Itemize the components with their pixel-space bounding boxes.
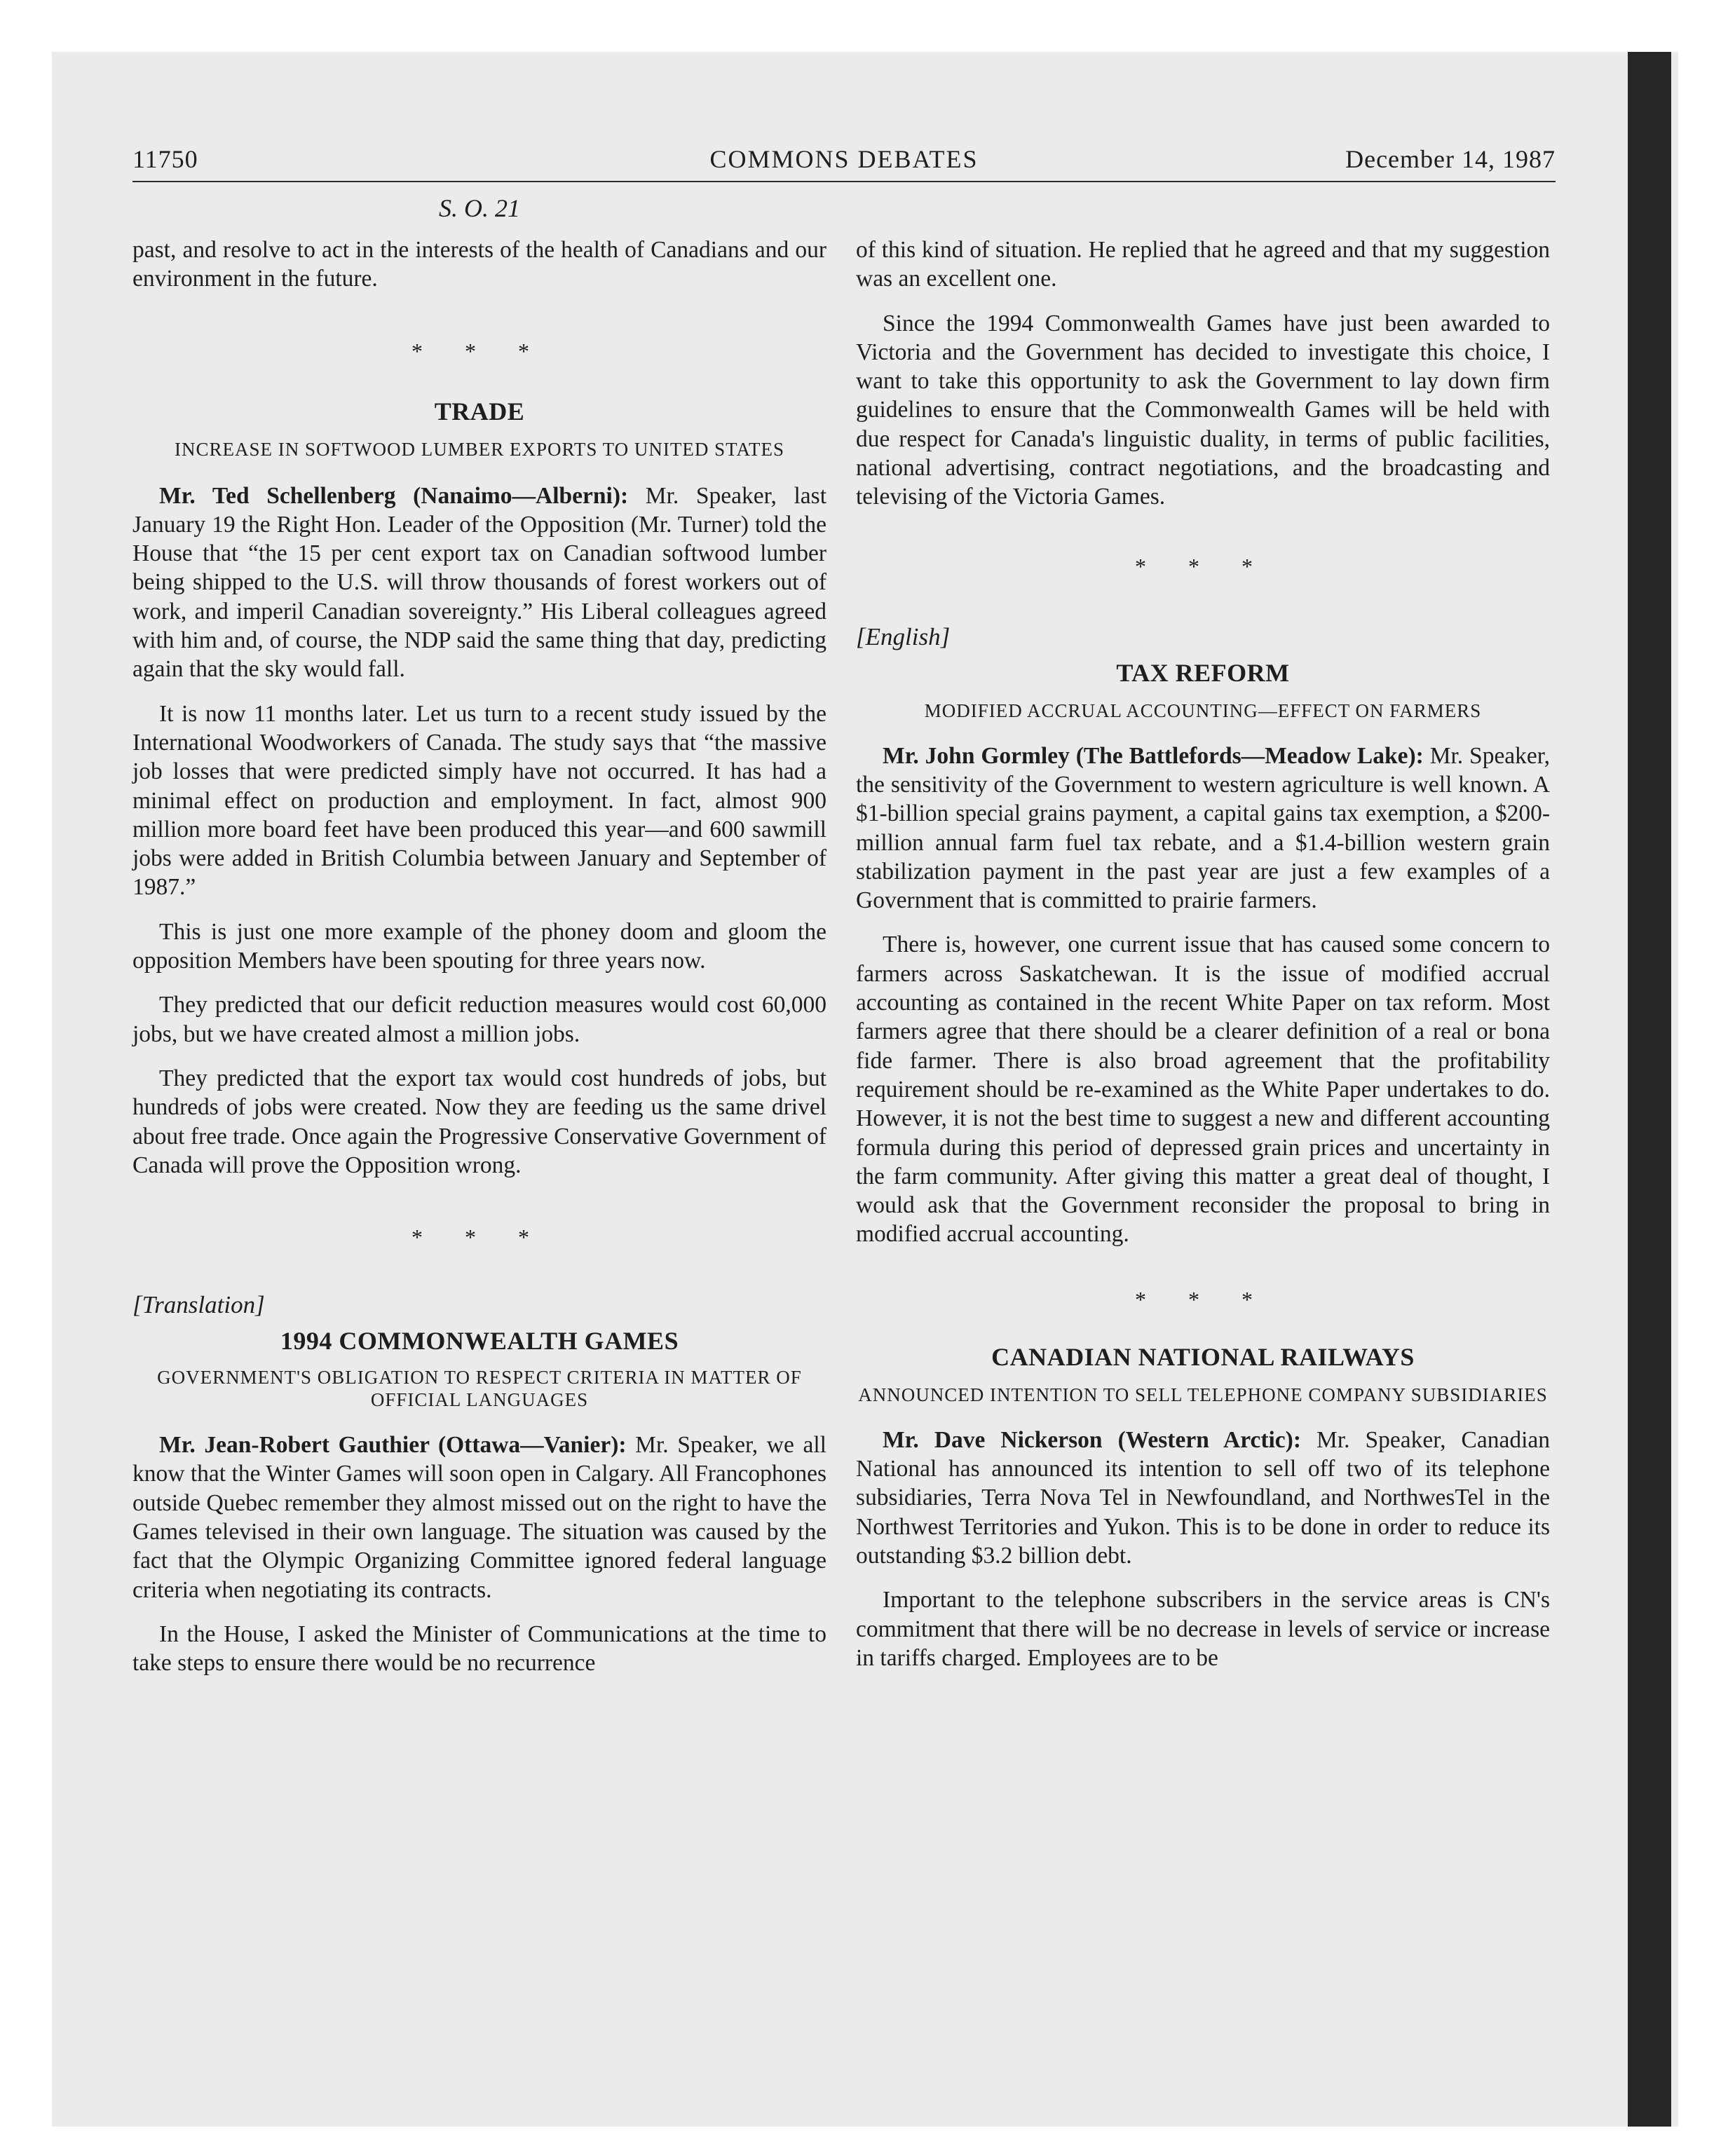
paragraph: past, and resolve to act in the interests of the health of Canadians and our environment in the future. — [132, 237, 826, 292]
subheading-telephone-subsidiaries: ANNOUNCED INTENTION TO SELL TELEPHONE COMPANY SUBSIDIARIES — [858, 1384, 1548, 1405]
scan-edge-bar — [1628, 52, 1671, 2127]
paragraph: They predicted that our deficit reduction measures would cost 60,000 jobs, but we have created almost a million jobs. — [132, 992, 826, 1047]
subheading-accrual-accounting: MODIFIED ACCRUAL ACCOUNTING—EFFECT ON FARMERS — [924, 700, 1482, 721]
speaker-name: Mr. Dave Nickerson (Western Arctic): — [883, 1426, 1301, 1453]
section-separator: * * * — [411, 1224, 547, 1250]
paragraph: Mr. John Gormley (The Battlefords—Meadow Lake): Mr. Speaker, the sensitivity of the Government to western agriculture is well known. A $1-billion special grains payment, a capital gains tax exemption, a $200-million annual farm fuel tax rebate, and a $1.4-billion western grain stabilization payment in the past year are just a few examples of a Government that is committed to prairie farmers. — [856, 742, 1550, 914]
left-column — [132, 236, 826, 1693]
section-heading-trade: TRADE — [434, 397, 525, 425]
page-header — [132, 139, 1556, 182]
section-separator: * * * — [1135, 1286, 1271, 1312]
speaker-name: Mr. John Gormley (The Battlefords—Meadow Lake): — [883, 742, 1424, 769]
subheading-softwood: INCREASE IN SOFTWOOD LUMBER EXPORTS TO UNITED STATES — [174, 438, 784, 460]
paragraph: Since the 1994 Commonwealth Games have just been awarded to Victoria and the Government has decided to investigate this choice, I want to take this opportunity to ask the Government to lay down firm guidelines to ensure that the Commonwealth Games will be held with due respect for Canada's linguistic duality, in terms of public facilities, national advertising, contract negotiations, and the broadcasting and televising of the Victoria Games. — [856, 310, 1550, 510]
page-number: 11750 — [132, 145, 198, 173]
speaker-name: Mr. Jean-Robert Gauthier (Ottawa—Vanier): — [159, 1432, 627, 1459]
section-separator: * * * — [1135, 553, 1271, 579]
page-date: December 14, 1987 — [1345, 145, 1556, 173]
subheading-official-languages: GOVERNMENT'S OBLIGATION TO RESPECT CRITERIA IN MATTER OF OFFICIAL LANGUAGES — [157, 1367, 802, 1411]
speaker-name: Mr. Ted Schellenberg (Nanaimo—Alberni): — [159, 482, 629, 509]
paragraph: Mr. Jean-Robert Gauthier (Ottawa—Vanier): Mr. Speaker, we all know that the Winter Games will soon open in Calgary. All Francophones outside Quebec remember they almost missed out on the right to have the Games televised in their own language. The situation was caused by the fact that the Olympic Organizing Committee ignored federal language criteria when negotiating its contracts. — [132, 1432, 826, 1603]
standing-order-label: S. O. 21 — [439, 194, 520, 222]
paragraph: It is now 11 months later. Let us turn to a recent study issued by the International Woodworkers of Canada. The study says that “the massive job losses that were predicted simply have not occurred. It has had a minimal effect on production and employment. In fact, almost 900 million more board feet have been produced this year—and 600 sawmill jobs were added in British Columbia between January and September of 1987.” — [132, 700, 826, 901]
paragraph: They predicted that the export tax would cost hundreds of jobs, but hundreds of jobs were created. Now they are feeding us the same drivel about free trade. Once again the Progressive Conservative Government of Canada will prove the Opposition wrong. — [132, 1065, 826, 1178]
language-marker: [English] — [856, 622, 951, 650]
paragraph: of this kind of situation. He replied that he agreed and that my suggestion was an excellent one. — [856, 237, 1550, 292]
paragraph: Mr. Dave Nickerson (Western Arctic): Mr. Speaker, Canadian National has announced its intention to sell off two of its telephone subsidiaries, Terra Nova Tel in Newfoundland, and NorthwesTel in the Northwest Territories and Yukon. This is to be done in order to reduce its outstanding $3.2 billion debt. — [856, 1426, 1550, 1569]
section-heading-games: 1994 COMMONWEALTH GAMES — [280, 1327, 679, 1356]
publication-title: COMMONS DEBATES — [709, 145, 979, 173]
paragraph: In the House, I asked the Minister of Communications at the time to take steps to ensure there would be no recurrence — [132, 1621, 826, 1677]
paragraph: Important to the telephone subscribers in the service areas is CN's commitment that there will be no decrease in levels of service or increase in tariffs charged. Employees are to be — [856, 1587, 1550, 1671]
section-heading-cn-railways: CANADIAN NATIONAL RAILWAYS — [991, 1342, 1415, 1371]
right-column — [856, 236, 1550, 1688]
paragraph: This is just one more example of the phoney doom and gloom the opposition Members have been spouting for three years now. — [132, 918, 826, 974]
section-separator: * * * — [411, 338, 547, 364]
paragraph: Mr. Ted Schellenberg (Nanaimo—Alberni): Mr. Speaker, last January 19 the Right Hon. Leader of the Opposition (Mr. Turner) told the House that “the 15 per cent export tax on Canadian softwood lumber being shipped to the U.S. will throw thousands of forest workers out of work, and imperil Canadian sovereignty.” His Liberal colleagues agreed with him and, of course, the NDP said the same thing that day, predicting again that the sky would fall. — [132, 482, 827, 683]
section-heading-tax-reform: TAX REFORM — [1116, 658, 1290, 687]
language-marker: [Translation] — [132, 1291, 265, 1319]
paragraph: There is, however, one current issue that has caused some concern to farmers across Saskatchewan. It is the issue of modified accrual accounting as contained in the recent White Paper on tax reform. Most farmers agree that there should be a clearer definition of a real or bona fide farmer. There is also broad agreement that the profitability requirement should be re-examined as the White Paper undertakes to do. However, it is not the best time to suggest a new and different accounting formula during this period of depressed grain prices and uncertainty in the farm community. After giving this matter a great deal of thought, I would ask that the Government reconsider the proposal to bring in modified accrual accounting. — [856, 932, 1550, 1248]
